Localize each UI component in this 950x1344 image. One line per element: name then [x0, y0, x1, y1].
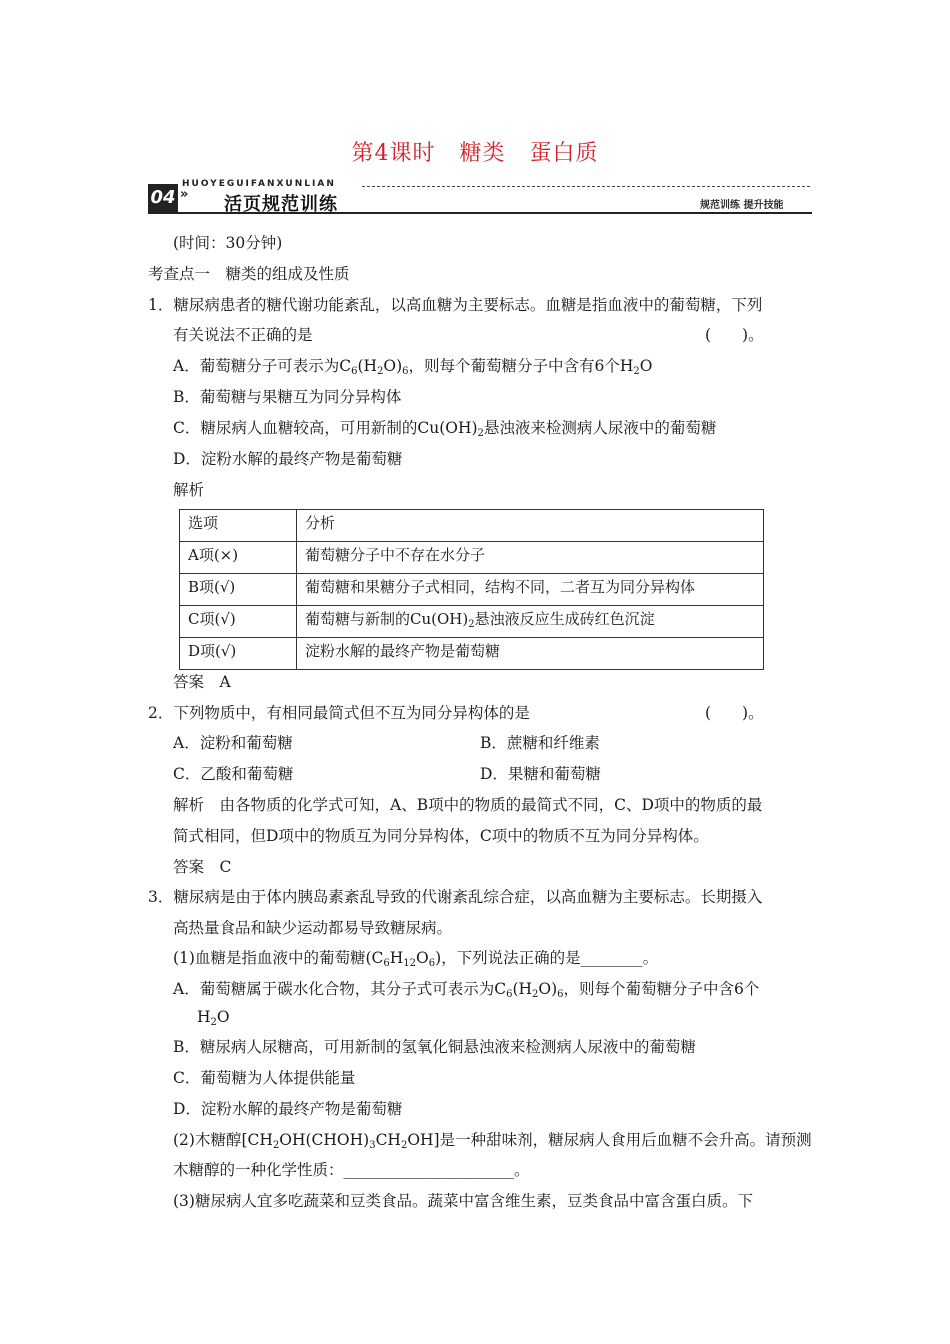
q1-stem-line2: 有关说法不正确的是: [173, 326, 313, 344]
q3-part2-line2: 木糖醇的一种化学性质：______________________。: [173, 1161, 530, 1179]
q3-stem-line1: 3．糖尿病是由于体内胰岛素紊乱导致的代谢紊乱综合症，以高血糖为主要标志。长期摄入: [148, 888, 763, 906]
header-pinyin: HUOYEGUIFANXUNLIAN: [182, 179, 336, 189]
table-cell-analysis: 葡萄糖分子中不存在水分子: [297, 542, 764, 574]
header-rule: [148, 212, 812, 214]
header-number-badge: 04: [148, 184, 178, 212]
table-row: [180, 638, 764, 670]
q3-option-d: D．淀粉水解的最终产物是葡萄糖: [173, 1100, 403, 1118]
q3-stem-line2: 高热量食品和缺少运动都易导致糖尿病。: [173, 919, 453, 937]
q3-option-a: A．葡萄糖属于碳水化合物，其分子式可表示为C6(H2O)6，则每个葡萄糖分子中含6个: [173, 980, 760, 1000]
table-header-option: 选项: [180, 510, 297, 542]
header-section-title: 活页规范训练: [224, 194, 338, 215]
q2-option-c: C．乙酸和葡萄糖: [173, 765, 294, 783]
table-cell-analysis: 葡萄糖与新制的$Cu(OH)_2$悬浊液反应生成砖红色沉淀: [297, 606, 764, 638]
section-heading: 考查点一 糖类的组成及性质: [148, 265, 350, 283]
q3-option-a-line2: H2O: [197, 1008, 230, 1028]
title-topic-sugar: 糖类: [459, 141, 506, 166]
q1-option-a: A．葡萄糖分子可表示为C6(H2O)6，则每个葡萄糖分子中含有6个H2O: [173, 357, 653, 377]
table-cell-analysis: 葡萄糖和果糖分子式相同，结构不同，二者互为同分异构体: [297, 574, 764, 606]
table-row: [180, 510, 764, 542]
q3-part2: (2)木糖醇[CH2OH(CHOH)3CH2OH]是一种甜味剂，糖尿病人食用后血糖不会升高。请预测: [173, 1131, 812, 1151]
q2-answer: 答案 C: [173, 858, 232, 876]
q1-answer: 答案 A: [173, 673, 231, 691]
q1-analysis-label: 解析: [173, 481, 205, 499]
title-topic-protein: 蛋白质: [529, 141, 599, 166]
q3-option-c: C．葡萄糖为人体提供能量: [173, 1069, 356, 1087]
table-cell-option: C项(√): [180, 606, 297, 638]
q3-option-b: B．糖尿病人尿糖高，可用新制的氢氧化铜悬浊液来检测病人尿液中的葡萄糖: [173, 1038, 696, 1056]
table-cell-analysis: 淀粉水解的最终产物是葡萄糖: [297, 638, 764, 670]
header-dashed-rule: [362, 186, 810, 187]
chevron-icon: »: [180, 187, 189, 202]
q1-option-b: B．葡萄糖与果糖互为同分异构体: [173, 388, 402, 406]
q2-option-a: A．淀粉和葡萄糖: [173, 734, 293, 752]
q2-analysis-line2: 简式相同，但D项中的物质互为同分异构体，C项中的物质不互为同分异构体。: [173, 827, 709, 845]
q2-analysis-line1: 解析 由各物质的化学式可知，A、B项中的物质的最简式不同，C、D项中的物质的最: [173, 796, 763, 814]
q2-answer-bracket: ( )。: [705, 704, 764, 722]
table-row: [180, 542, 764, 574]
analysis-table: [179, 509, 764, 670]
page-title: [0, 136, 950, 167]
q3-part1: (1)血糖是指血液中的葡萄糖(C6H12O6)，下列说法正确的是________。: [173, 949, 659, 969]
table-row: [180, 606, 764, 638]
q2-option-d: D．果糖和葡萄糖: [480, 765, 601, 783]
q2-stem: 2．下列物质中，有相同最简式但不互为同分异构体的是: [148, 704, 530, 722]
header-tagline: 规范训练 提升技能: [700, 200, 784, 211]
q3-part3: (3)糖尿病人宜多吃蔬菜和豆类食品。蔬菜中富含维生素，豆类食品中富含蛋白质。下: [173, 1192, 753, 1210]
q1-option-c: C．糖尿病人血糖较高，可用新制的Cu(OH)2悬浊液来检测病人尿液中的葡萄糖: [173, 419, 717, 439]
table-row: [180, 574, 764, 606]
q1-stem-line1: 1．糖尿病患者的糖代谢功能紊乱，以高血糖为主要标志。血糖是指血液中的葡萄糖，下列: [148, 296, 763, 314]
time-limit: (时间：30分钟): [173, 234, 283, 252]
table-cell-option: A项(×): [180, 542, 297, 574]
table-header-analysis: 分析: [297, 510, 764, 542]
table-cell-option: B项(√): [180, 574, 297, 606]
q1-answer-bracket: ( )。: [705, 326, 764, 344]
title-lesson: 第4课时: [351, 141, 436, 166]
q1-option-d: D．淀粉水解的最终产物是葡萄糖: [173, 450, 403, 468]
table-cell-option: D项(√): [180, 638, 297, 670]
q2-option-b: B．蔗糖和纤维素: [480, 734, 600, 752]
